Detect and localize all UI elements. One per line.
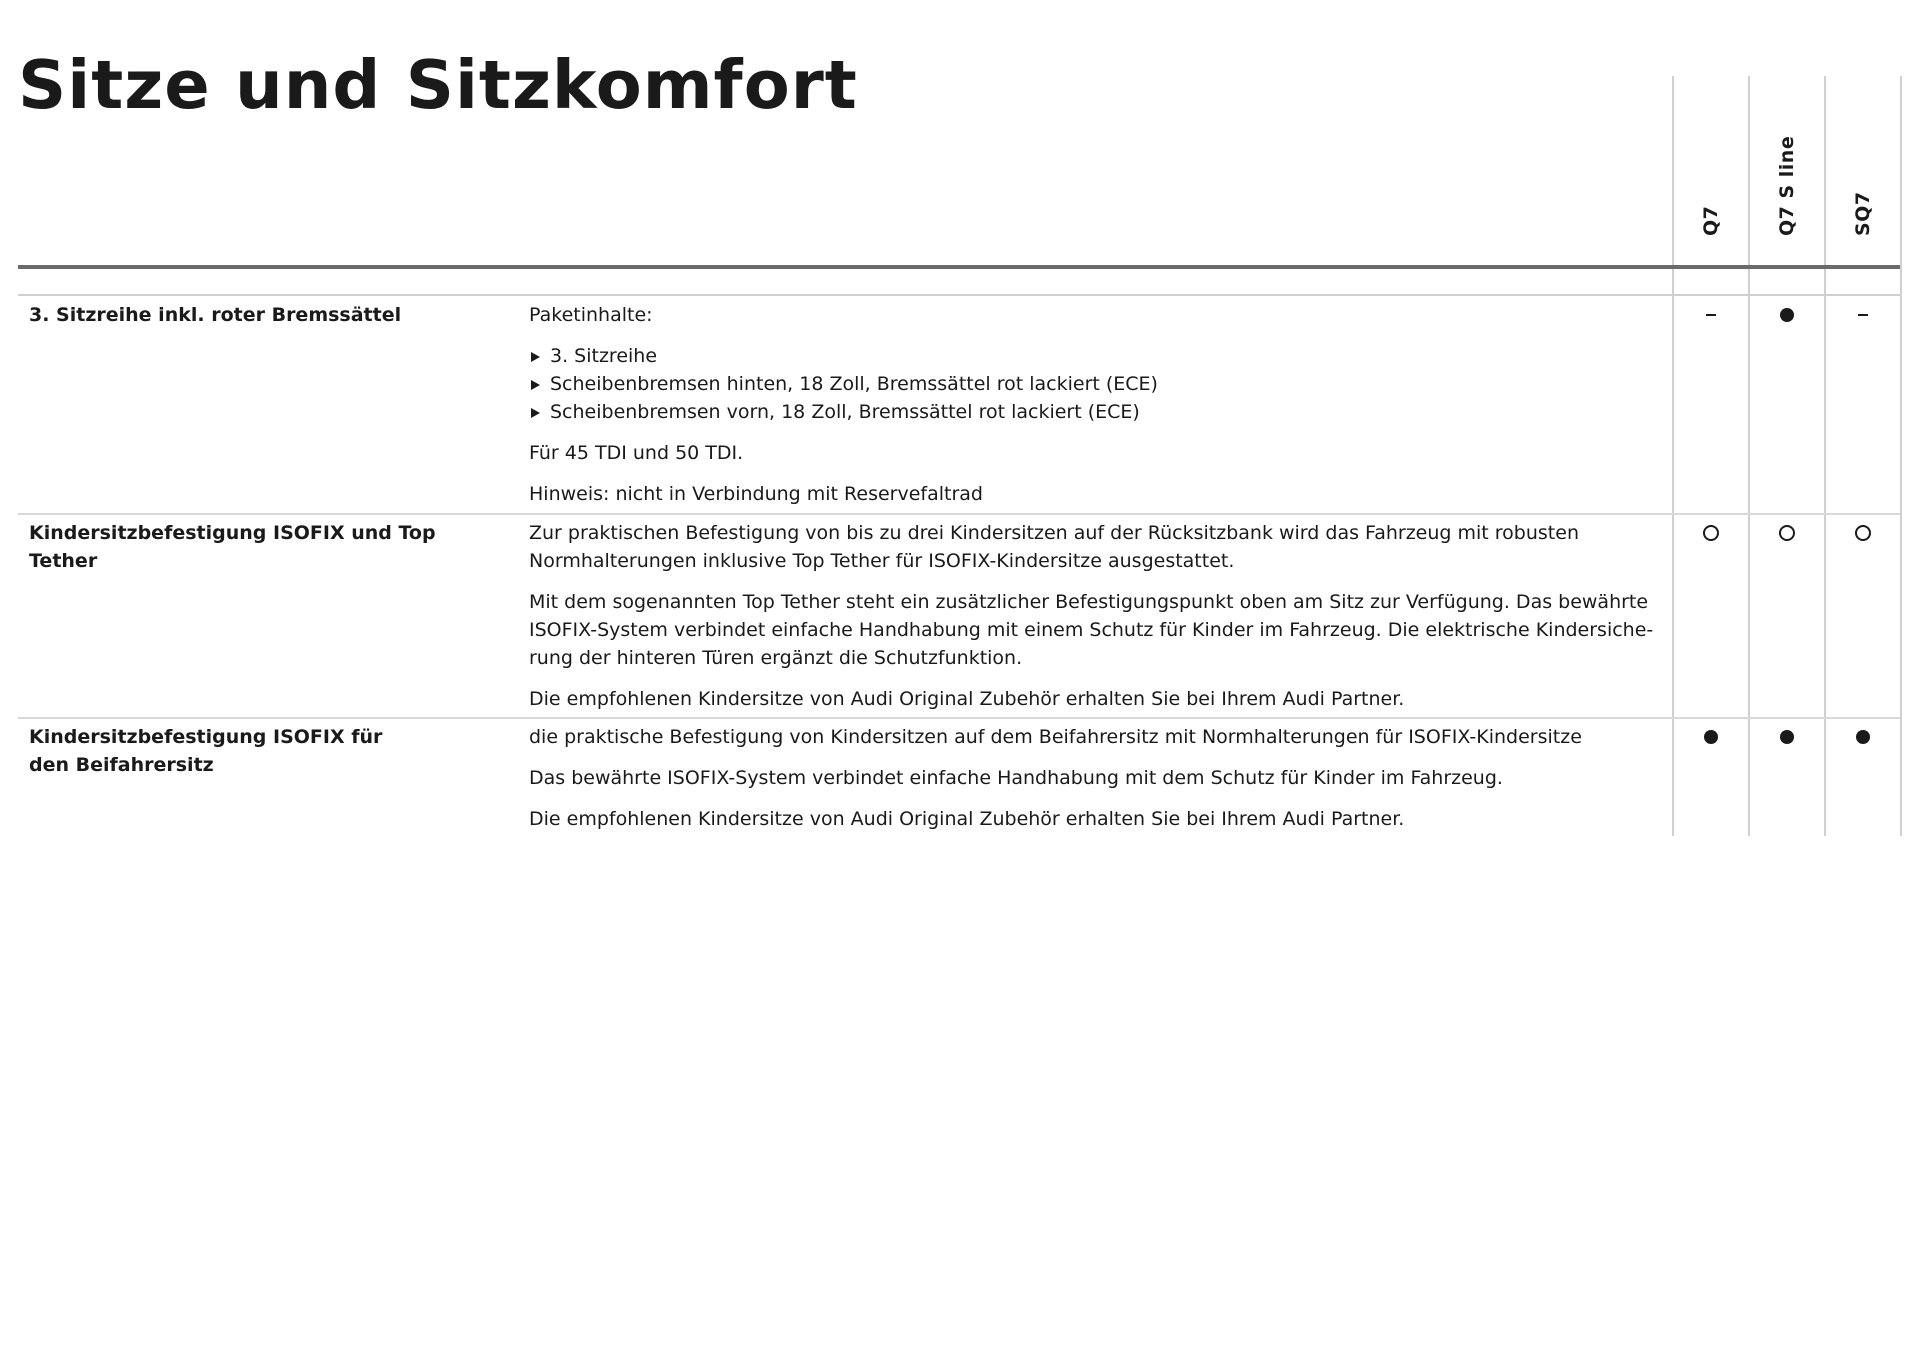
filled-dot-icon <box>1704 730 1718 744</box>
list-item: 3. Sitzreihe <box>529 342 1661 370</box>
column-header-label: Q7 S line <box>1776 135 1798 236</box>
filled-dot-icon <box>1856 730 1870 744</box>
feature-description <box>529 301 1661 521</box>
column-header-q7 <box>1673 108 1749 258</box>
filled-dot-icon <box>1780 308 1794 322</box>
availability-not-available <box>1673 301 1749 329</box>
package-contents-list <box>529 342 1661 426</box>
dash-icon <box>1858 314 1868 316</box>
open-circle-icon <box>1703 525 1719 541</box>
description-paragraph: Mit dem sogenannten Top Tether steht ein zusätzlicher Befestigungspunkt oben am Sitz zur Verfügung. Das bewährte ISOFIX-System verbindet einfache Handhabung mit einem Schutz für Kinder im Fahrzeug. Die elektrische Kindersicherung der hinteren Türen ergänzt die Schutzfunktion. <box>529 591 1654 669</box>
list-item: Scheibenbremsen vorn, 18 Zoll, Bremssättel rot lackiert (ECE) <box>529 398 1661 426</box>
feature-name: Kindersitzbefestigung ISOFIX und Top Tether <box>29 522 436 572</box>
feature-name: 3. Sitzreihe inkl. roter Bremssättel <box>29 304 402 326</box>
open-circle-icon <box>1855 525 1871 541</box>
feature-name: Kindersitzbefestigung ISOFIX für den Beifahrersitz <box>29 726 383 776</box>
column-header-sq7 <box>1825 108 1901 258</box>
description-paragraph: Die empfohlenen Kindersitze von Audi Original Zubehör erhalten Sie bei Ihrem Audi Partner. <box>529 688 1405 710</box>
description-paragraph: Paketinhalte: <box>529 304 653 326</box>
filled-dot-icon <box>1780 730 1794 744</box>
description-paragraph: Zur praktischen Befestigung von bis zu drei Kindersitzen auf der Rücksitzbank wird das Fahrzeug mit robusten Normhalterungen inklusive Top Tether für ISOFIX-Kindersitze ausgestattet. <box>529 522 1579 572</box>
feature-description <box>529 723 1661 846</box>
availability-standard <box>1749 723 1825 751</box>
column-divider <box>1824 76 1826 836</box>
availability-standard <box>1749 301 1825 329</box>
description-paragraph: Das bewährte ISOFIX-System verbindet einfache Handhabung mit dem Schutz für Kinder im Fahrzeug. <box>529 767 1503 789</box>
table-top-rule <box>18 294 1900 296</box>
dash-icon <box>1706 314 1716 316</box>
list-item: Scheibenbremsen hinten, 18 Zoll, Bremssättel rot lackiert (ECE) <box>529 370 1661 398</box>
column-divider <box>1672 76 1674 836</box>
feature-description <box>529 519 1661 726</box>
row-divider <box>18 513 1900 515</box>
page-title: Sitze und Sitzkomfort <box>18 46 858 124</box>
availability-optional <box>1825 519 1901 547</box>
row-divider <box>18 717 1900 719</box>
description-paragraph: Für 45 TDI und 50 TDI. <box>529 442 744 464</box>
availability-not-available <box>1825 301 1901 329</box>
availability-standard <box>1673 723 1749 751</box>
column-divider <box>1900 76 1902 836</box>
description-paragraph: Hinweis: nicht in Verbindung mit Reservefaltrad <box>529 483 983 505</box>
description-paragraph: die praktische Befestigung von Kindersitzen auf dem Beifahrersitz mit Normhalterungen für ISOFIX-Kindersitze <box>529 726 1582 748</box>
header-rule <box>18 265 1900 269</box>
open-circle-icon <box>1779 525 1795 541</box>
availability-optional <box>1673 519 1749 547</box>
description-paragraph: Die empfohlenen Kindersitze von Audi Original Zubehör erhalten Sie bei Ihrem Audi Partner. <box>529 808 1405 830</box>
availability-standard <box>1825 723 1901 751</box>
column-header-label: Q7 <box>1700 205 1722 236</box>
column-header-q7-s-line <box>1749 108 1825 258</box>
availability-optional <box>1749 519 1825 547</box>
column-header-label: SQ7 <box>1852 191 1874 236</box>
column-divider <box>1748 76 1750 836</box>
